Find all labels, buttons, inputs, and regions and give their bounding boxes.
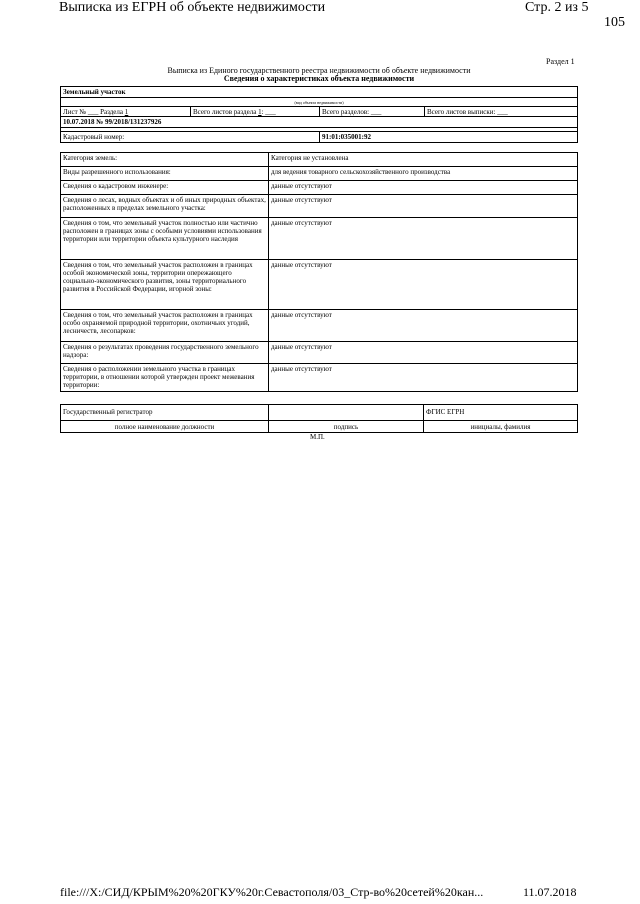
row-value: данные отсутствуют <box>268 217 577 259</box>
total-sheets-section-label: Всего листов раздела <box>193 108 257 116</box>
document-title-block <box>60 67 578 83</box>
cadastral-label: Кадастровый номер: <box>61 131 319 142</box>
print-header-page: Стр. 2 из 5 <box>525 0 589 15</box>
total-sheets-cell <box>424 106 577 116</box>
row-value: Категория не установлена <box>268 153 577 166</box>
date-number: 10.07.2018 № 99/2018/131237926 <box>61 116 577 127</box>
caption-name: инициалы, фамилия <box>423 420 577 432</box>
sheet-value: ___ <box>87 108 99 116</box>
row-label: Категория земель: <box>63 154 118 162</box>
sheet-number-cell <box>61 106 190 116</box>
characteristics-table <box>60 152 578 392</box>
row-value: данные отсутствуют <box>268 194 577 217</box>
total-sheets-label: Всего листов выписки: <box>427 108 496 116</box>
row-label: Сведения о кадастровом инженере: <box>61 180 268 194</box>
caption-signature: подпись <box>268 420 423 432</box>
document-subtitle: Сведения о характеристиках объекта недвижимости <box>223 74 415 83</box>
row-label: Сведения о том, что земельный участок полностью или частично расположен в границах зоны с особыми условиями использования территории или территории объекта культурного наследия <box>61 217 268 259</box>
row-value: данные отсутствуют <box>268 363 577 391</box>
row-value: данные отсутствуют <box>268 259 577 309</box>
section-label: Раздел 1 <box>546 57 575 66</box>
total-sheets-section-cell <box>190 106 319 116</box>
total-sections-cell <box>319 106 424 116</box>
row-value: для ведения товарного сельскохозяйственного производства <box>268 166 577 180</box>
print-footer-path: file:///X:/СИД/КРЫМ%20%20ГКУ%20г.Севастополя/03_Стр-во%20сетей%20кан... <box>60 885 484 899</box>
total-sheets-section-tail: : ___ <box>261 108 276 116</box>
row-label: Сведения о том, что земельный участок расположен в границах особой экономической зоны, территории опережающего социально-экономического развития, зоны территориального развития в Российской Федерации, игорной зоны: <box>61 259 268 309</box>
total-sheets-value: ___ <box>497 108 508 116</box>
object-type-caption: (вид объекта недвижимости) <box>294 100 344 105</box>
row-value: данные отсутствуют <box>268 341 577 363</box>
signature-field <box>268 405 423 420</box>
sheet-number: 105 <box>604 15 625 30</box>
sheet-label: Лист № <box>63 108 87 116</box>
print-header-title: Выписка из ЕГРН об объекте недвижимости <box>59 0 326 15</box>
section-of-label: Раздела <box>100 108 124 116</box>
object-header-table <box>60 86 578 143</box>
row-value: данные отсутствуют <box>268 180 577 194</box>
row-label: Виды разрешенного использования: <box>61 166 268 180</box>
print-footer-date: 11.07.2018 <box>523 885 577 899</box>
caption-position: полное наименование должности <box>61 420 268 432</box>
signature-table <box>60 404 578 433</box>
row-label: Сведения о лесах, водных объектах и об иных природных объектах, расположенных в пределах земельного участка: <box>61 194 268 217</box>
stamp-mark: М.П. <box>310 433 325 441</box>
object-type: Земельный участок <box>63 88 126 96</box>
total-sections-value: ___ <box>370 108 382 116</box>
row-label: Сведения о том, что земельный участок расположен в границах особо охраняемой природной территории, охотничьих угодий, лесничеств, лесопарков: <box>61 309 268 341</box>
cadastral-value: 91:01:035001:92 <box>319 131 577 142</box>
section-of-value: 1 <box>124 108 129 116</box>
registrar-position: Государственный регистратор <box>63 408 153 416</box>
row-label: Сведения о расположении земельного участка в границах территории, в отношении которой утвержден проект межевания территории: <box>61 363 268 391</box>
row-label: Сведения о результатах проведения государственного земельного надзора: <box>61 341 268 363</box>
row-value: данные отсутствуют <box>268 309 577 341</box>
total-sections-label: Всего разделов: <box>322 108 370 116</box>
document-title: Выписка из Единого государственного реестра недвижимости об объекте недвижимости <box>167 66 471 75</box>
registrar-name: ФГИС ЕГРН <box>423 405 577 420</box>
total-sheets-section-value: 1 <box>258 108 262 116</box>
